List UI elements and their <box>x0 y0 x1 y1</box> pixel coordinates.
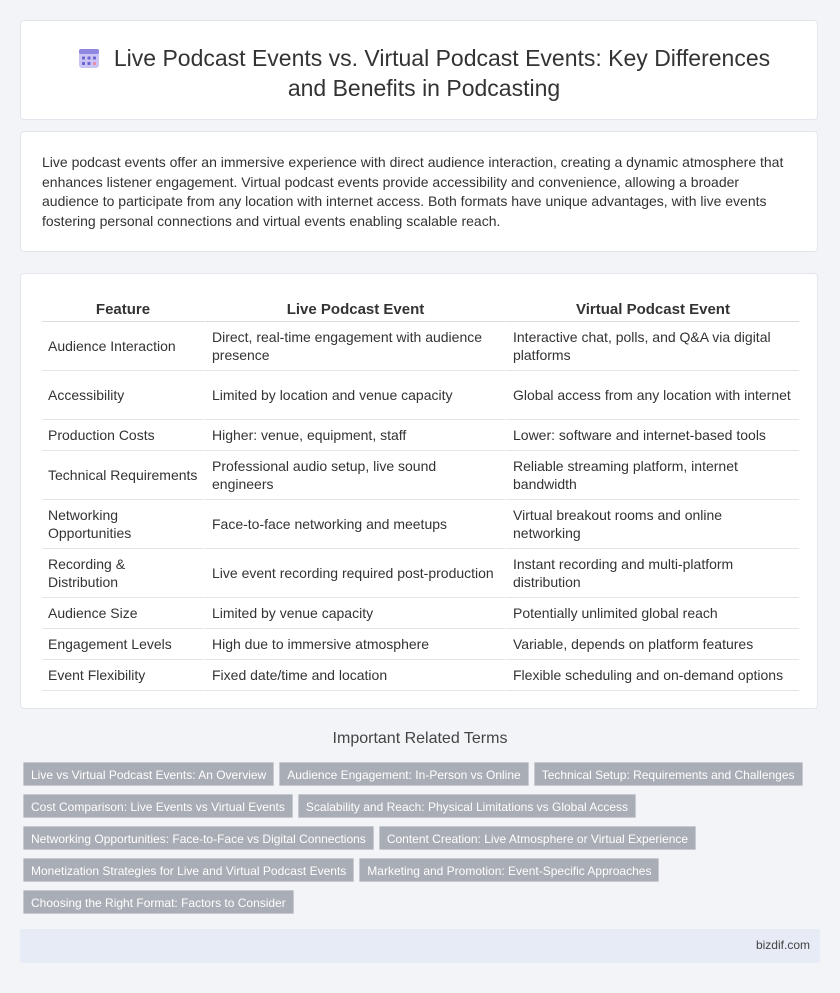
tag-row <box>23 826 701 850</box>
table-cell: Limited by location and venue capacity <box>204 371 505 420</box>
header-live: Live Podcast Event <box>204 295 505 322</box>
related-tag[interactable]: Scalability and Reach: Physical Limitations vs Global Access <box>298 794 636 818</box>
header-virtual: Virtual Podcast Event <box>505 295 799 322</box>
related-tag[interactable]: Audience Engagement: In-Person vs Online <box>279 762 528 786</box>
related-tag[interactable]: Content Creation: Live Atmosphere or Virtual Experience <box>379 826 696 850</box>
page-title-text: Live Podcast Events vs. Virtual Podcast Events: Key Differences and Benefits in Podcasting <box>113 45 771 101</box>
table-cell: Networking Opportunities <box>42 500 204 549</box>
table-row <box>42 451 799 500</box>
related-tag[interactable]: Cost Comparison: Live Events vs Virtual Events <box>23 794 293 818</box>
table-cell: Variable, depends on platform features <box>505 629 799 660</box>
table-cell: Audience Interaction <box>42 322 204 371</box>
table-cell: Recording & Distribution <box>42 549 204 598</box>
related-tag[interactable]: Marketing and Promotion: Event-Specific Approaches <box>359 858 659 882</box>
table-row <box>42 500 799 549</box>
table-cell: Audience Size <box>42 598 204 629</box>
title-card <box>20 20 818 120</box>
comparison-table-card <box>20 273 818 709</box>
table-cell: Limited by venue capacity <box>204 598 505 629</box>
tag-row <box>23 762 808 786</box>
page-title <box>61 43 787 103</box>
table-row <box>42 598 799 629</box>
intro-card <box>20 131 818 252</box>
related-terms-heading: Important Related Terms <box>332 730 508 747</box>
table-row <box>42 371 799 420</box>
related-tag[interactable]: Monetization Strategies for Live and Virtual Podcast Events <box>23 858 354 882</box>
table-row <box>42 420 799 451</box>
footer <box>20 929 820 963</box>
table-cell: Technical Requirements <box>42 451 204 500</box>
header-feature: Feature <box>42 295 204 322</box>
table-cell: Lower: software and internet-based tools <box>505 420 799 451</box>
table-cell: Flexible scheduling and on-demand options <box>505 660 799 691</box>
calendar-grid-icon <box>78 47 100 69</box>
table-cell: Instant recording and multi-platform distribution <box>505 549 799 598</box>
table-cell: Global access from any location with internet <box>505 371 799 420</box>
table-cell: Face-to-face networking and meetups <box>204 500 505 549</box>
intro-paragraph: Live podcast events offer an immersive experience with direct audience interaction, creating a dynamic atmosphere that enhances listener engagement. Virtual podcast events provide accessibility and convenience, allowing a broader audience to participate from any location with internet access. Both formats have unique advantages, with live events fostering personal connections and virtual events enabling scalable reach. <box>42 154 784 229</box>
related-tag[interactable]: Choosing the Right Format: Factors to Consider <box>23 890 294 914</box>
tag-row <box>23 890 299 914</box>
related-tag[interactable]: Technical Setup: Requirements and Challenges <box>534 762 803 786</box>
tag-row <box>23 858 664 882</box>
table-cell: Live event recording required post-production <box>204 549 505 598</box>
table-row <box>42 549 799 598</box>
table-cell: Event Flexibility <box>42 660 204 691</box>
table-cell: Reliable streaming platform, internet bandwidth <box>505 451 799 500</box>
table-row <box>42 322 799 371</box>
tag-row <box>23 794 641 818</box>
table-cell: Fixed date/time and location <box>204 660 505 691</box>
related-tag[interactable]: Live vs Virtual Podcast Events: An Overview <box>23 762 274 786</box>
comparison-table <box>42 295 799 691</box>
table-cell: Direct, real-time engagement with audience presence <box>204 322 505 371</box>
table-row <box>42 629 799 660</box>
footer-site[interactable]: bizdif.com <box>755 938 810 952</box>
related-tag[interactable]: Networking Opportunities: Face-to-Face vs Digital Connections <box>23 826 374 850</box>
table-cell: Production Costs <box>42 420 204 451</box>
table-cell: Potentially unlimited global reach <box>505 598 799 629</box>
table-cell: Virtual breakout rooms and online networking <box>505 500 799 549</box>
table-header-row <box>42 295 799 322</box>
table-row <box>42 660 799 691</box>
table-cell: Professional audio setup, live sound engineers <box>204 451 505 500</box>
table-cell: Higher: venue, equipment, staff <box>204 420 505 451</box>
table-cell: Engagement Levels <box>42 629 204 660</box>
table-cell: Interactive chat, polls, and Q&A via digital platforms <box>505 322 799 371</box>
table-cell: High due to immersive atmosphere <box>204 629 505 660</box>
table-cell: Accessibility <box>42 371 204 420</box>
